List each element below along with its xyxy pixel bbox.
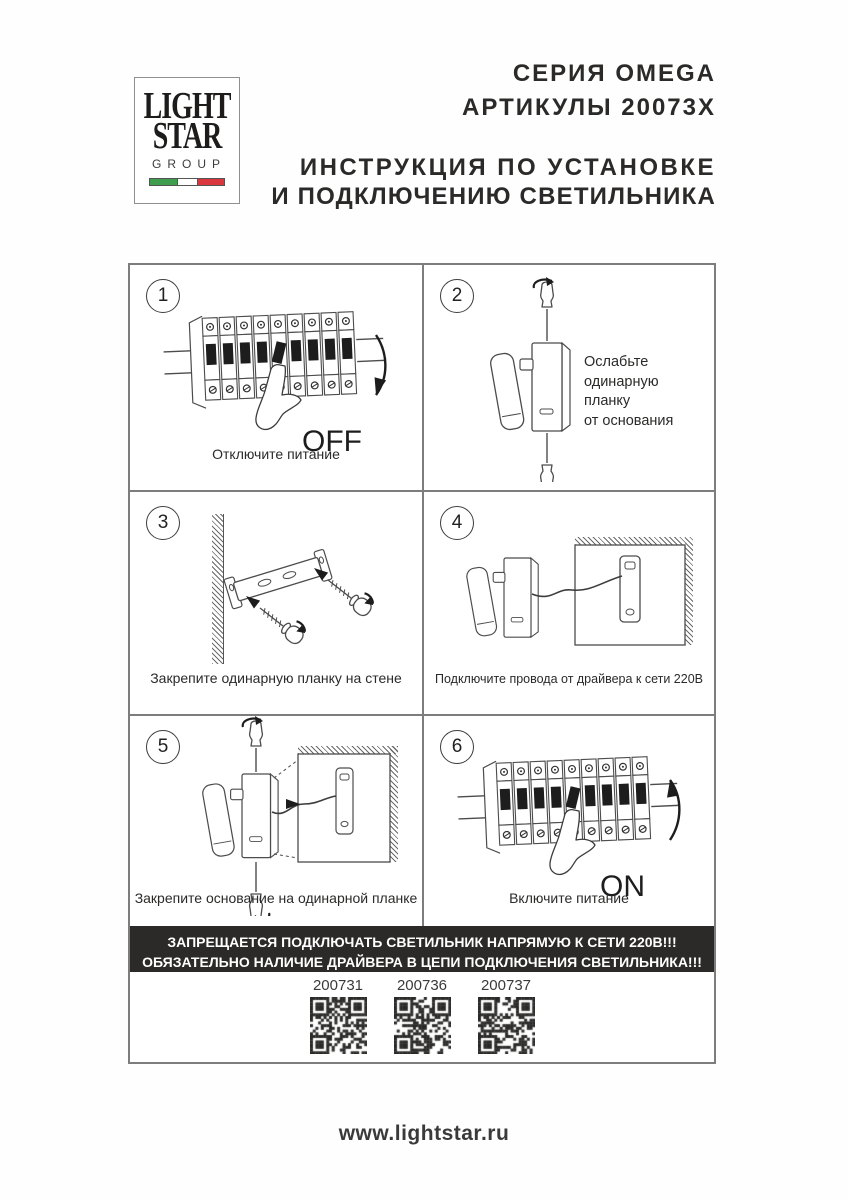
table-row [130, 265, 714, 492]
step-2-cell [422, 265, 714, 490]
logo-word-light: LIGHT [143, 85, 231, 128]
step-1-cell [130, 265, 422, 490]
qr-item [394, 977, 451, 1062]
step-caption: Подключите провода от драйвера к сети 220В [434, 672, 704, 686]
instruction-table [128, 263, 716, 1064]
qr-code-image [394, 997, 451, 1054]
table-row [130, 716, 714, 926]
lightstar-logo [134, 77, 240, 204]
thumb-screw-icon [540, 465, 560, 482]
article-code: 200731 [312, 977, 364, 994]
step-number-badge: 2 [440, 279, 474, 313]
qr-code-row [130, 972, 714, 1062]
warning-line2: ОБЯЗАТЕЛЬНО НАЛИЧИЕ ДРАЙВЕРА В ЦЕПИ ПОДКЛЮЧЕНИЯ СВЕТИЛЬНИКА!!! [142, 953, 702, 970]
article-code: 200736 [396, 977, 448, 994]
qr-item [310, 977, 367, 1062]
series-title: СЕРИЯ OMEGA [512, 60, 716, 87]
instruction-heading-line2: И ПОДКЛЮЧЕНИЮ СВЕТИЛЬНИКА [271, 183, 716, 211]
article-code: 200737 [480, 977, 532, 994]
step-number-badge: 4 [440, 506, 474, 540]
wall-lamp-icon [466, 558, 539, 637]
breaker-off-illustration [154, 299, 404, 469]
qr-code-image [478, 997, 535, 1054]
website-url: www.lightstar.ru [338, 1122, 510, 1145]
step-5-cell [130, 716, 422, 926]
title-block [271, 62, 716, 211]
step-number-badge: 3 [146, 506, 180, 540]
italian-flag-bar [149, 178, 225, 186]
flag-red-segment [198, 179, 224, 185]
step-caption: Закрепите основание на одинарной планке [134, 890, 418, 906]
step-6-cell [422, 716, 714, 926]
wall-lamp-icon [489, 343, 570, 431]
step-number-badge: 1 [146, 279, 180, 313]
qr-item [478, 977, 535, 1062]
driver-icon [336, 768, 353, 834]
step-number-badge: 6 [440, 730, 474, 764]
step-caption: Ослабьте одинарную планку от основания [584, 354, 674, 429]
step-caption: Закрепите одинарную планку на стене [150, 670, 402, 686]
connect-driver-illustration [424, 518, 714, 678]
logo-word-group: GROUP [151, 157, 226, 172]
driver-icon [620, 556, 640, 622]
thumb-screw-icon [534, 277, 554, 307]
step-number-badge: 5 [146, 730, 180, 764]
flag-white-segment [177, 179, 198, 185]
step-4-cell [422, 492, 714, 714]
instruction-heading-line1: ИНСТРУКЦИЯ ПО УСТАНОВКЕ [299, 154, 716, 181]
wall-lamp-icon [201, 774, 278, 858]
warning-banner [130, 926, 714, 972]
breaker-on-illustration [448, 744, 698, 914]
screw-icon [255, 597, 310, 646]
articles-title: АРТИКУЛЫ 20073X [462, 94, 716, 121]
thumb-screw-icon [243, 716, 263, 746]
qr-code-image [310, 997, 367, 1054]
step-caption: Отключите питание [212, 446, 340, 462]
warning-line1: ЗАПРЕЩАЕТСЯ ПОДКЛЮЧАТЬ СВЕТИЛЬНИК НАПРЯМУЮ К СЕТИ 220В!!! [167, 934, 677, 950]
logo-word-star: STAR [152, 115, 222, 158]
step-caption: Включите питание [509, 890, 629, 906]
on-label: ON [600, 870, 645, 903]
flag-green-segment [150, 179, 177, 185]
step-3-cell [130, 492, 422, 714]
table-row [130, 492, 714, 716]
off-label: OFF [302, 425, 362, 458]
